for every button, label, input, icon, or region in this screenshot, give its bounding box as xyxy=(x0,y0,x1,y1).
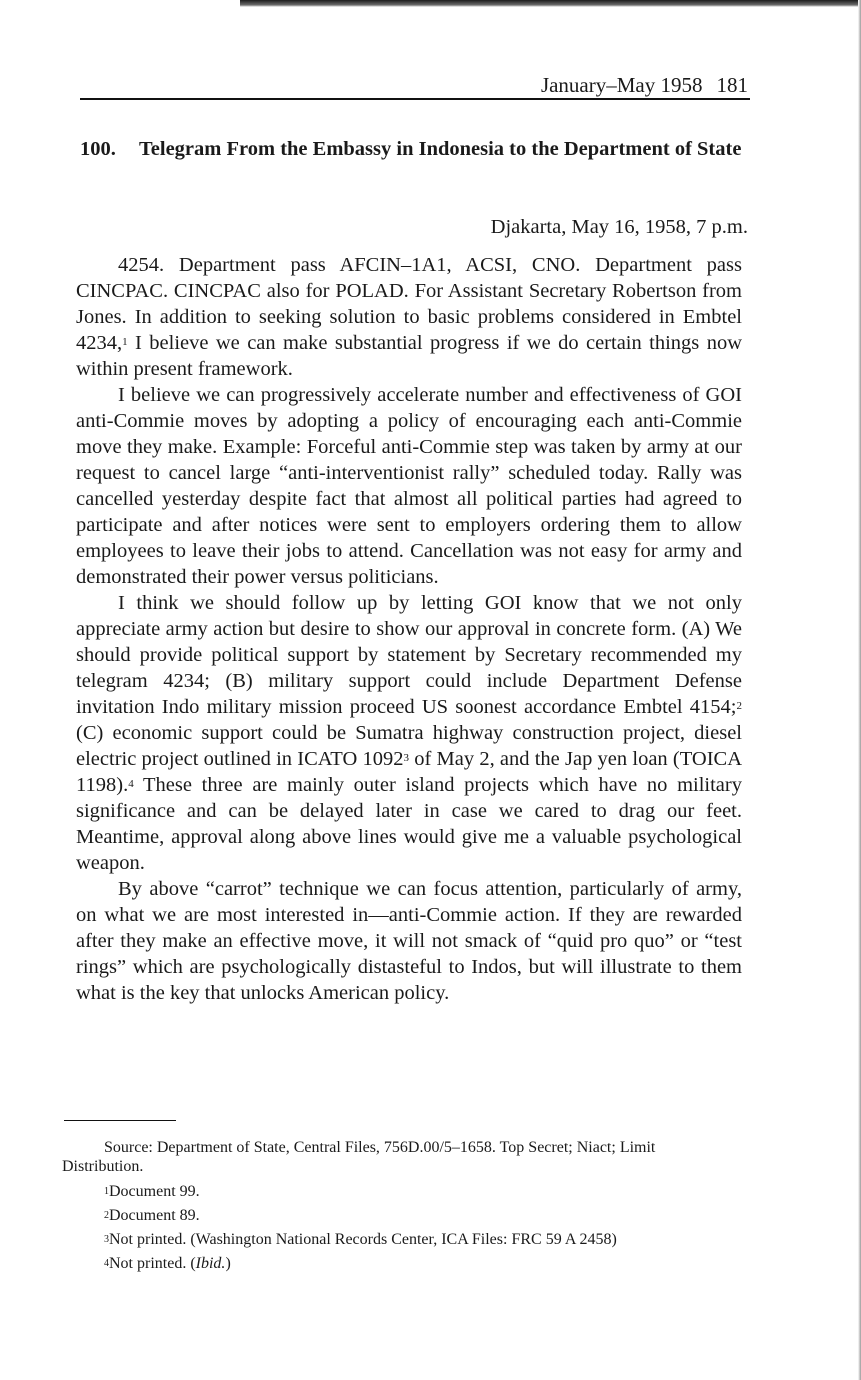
footnote-1 xyxy=(104,1182,738,1201)
footnote-ref-4: 4 xyxy=(128,778,134,790)
paragraph-1 xyxy=(76,252,742,382)
footnote-text: Not printed. (Washington National Records Center, ICA Files: FRC 59 A 2458) xyxy=(109,1231,617,1248)
footnote-2 xyxy=(104,1206,738,1225)
paragraph-3-text-d: These three are mainly outer island projects which have no military significance and can be delayed later in case we cared to drag our feet. Meantime, approval along above lines would give me a valuable psychological weapon. xyxy=(76,774,742,874)
footnote-marker: 2 xyxy=(104,1210,109,1221)
paragraph-1-text-b: I believe we can make substantial progress if we do certain things now within present framework. xyxy=(76,332,742,380)
footnote-text-a: Not printed. ( xyxy=(109,1255,196,1272)
footnote-4 xyxy=(104,1254,738,1273)
source-note: Source: Department of State, Central Files, 756D.00/5–1658. Top Secret; Niact; Limit Distribution. xyxy=(62,1139,656,1175)
document-title: Telegram From the Embassy in Indonesia to the Department of State xyxy=(139,138,742,160)
footnote-3 xyxy=(104,1230,738,1249)
footnotes xyxy=(62,1138,738,1278)
paragraph-4: By above “carrot” technique we can focus attention, particularly of army, on what we are most interested in—anti-Commie action. If they are rewarded after they make an effective move, it will not smack of “quid pro quo” or “test rings” which are psychologically distasteful to Indos, but will illustrate to them what is the key that unlocks American policy. xyxy=(76,878,742,1004)
document-number: 100. xyxy=(80,138,116,160)
scan-edge-top xyxy=(240,0,861,7)
footnote-ref-1: 1 xyxy=(122,336,128,348)
running-head xyxy=(80,70,750,100)
footnote-marker: 4 xyxy=(104,1258,109,1269)
paragraph-3-text-c: of May 2, and the Jap yen loan (TOICA 1198). xyxy=(76,748,742,796)
paragraph-2: I believe we can progressively accelerate number and effectiveness of GOI anti-Commie moves by adopting a policy of encouraging each anti-Commie move they make. Example: Forceful anti-Commie step was taken by army at our request to cancel large “anti-interventionist rally” scheduled today. Rally was cancelled yesterday despite fact that almost all political parties had agreed to participate and after notices were sent to employers ordering them to allow employees to leave their jobs to attend. Cancellation was not easy for army and demonstrated their power versus politicians. xyxy=(76,384,742,588)
footnote-text: Document 89. xyxy=(109,1207,200,1224)
footnote-ref-2: 2 xyxy=(736,700,742,712)
dateline: Djakarta, May 16, 1958, 7 p.m. xyxy=(490,216,748,238)
document-heading xyxy=(80,137,750,162)
paragraph-3 xyxy=(76,590,742,876)
footnote-text-b: ) xyxy=(225,1255,231,1272)
footnote-marker: 1 xyxy=(104,1186,109,1197)
footnote-divider xyxy=(64,1120,176,1121)
running-head-title: January–May 1958 xyxy=(540,73,703,97)
telegram-body xyxy=(76,252,742,1006)
page-number: 181 xyxy=(716,73,748,97)
footnote-ref-3: 3 xyxy=(403,752,409,764)
footnote-text: Document 99. xyxy=(109,1183,200,1200)
paragraph-1-text-a: 4254. Department pass AFCIN–1A1, ACSI, CNO. Department pass CINCPAC. CINCPAC also for POLAD. For Assistant Secretary Robertson from Jones. In addition to seeking solution to basic problems considered in Embtel 4234, xyxy=(76,254,742,354)
footnote-text-ibid: Ibid. xyxy=(195,1255,226,1272)
paragraph-3-text-b: (C) economic support could be Sumatra highway construction project, diesel electric project outlined in ICATO 1092 xyxy=(76,722,742,770)
paragraph-3-text-a: I think we should follow up by letting GOI know that we not only appreciate army action but desire to show our approval in concrete form. (A) We should provide political support by statement by Secretary recommended my telegram 4234; (B) military support could include Department Defense invitation Indo military mission proceed US soonest accordance Embtel 4154; xyxy=(76,592,742,718)
footnote-marker: 3 xyxy=(104,1234,109,1245)
